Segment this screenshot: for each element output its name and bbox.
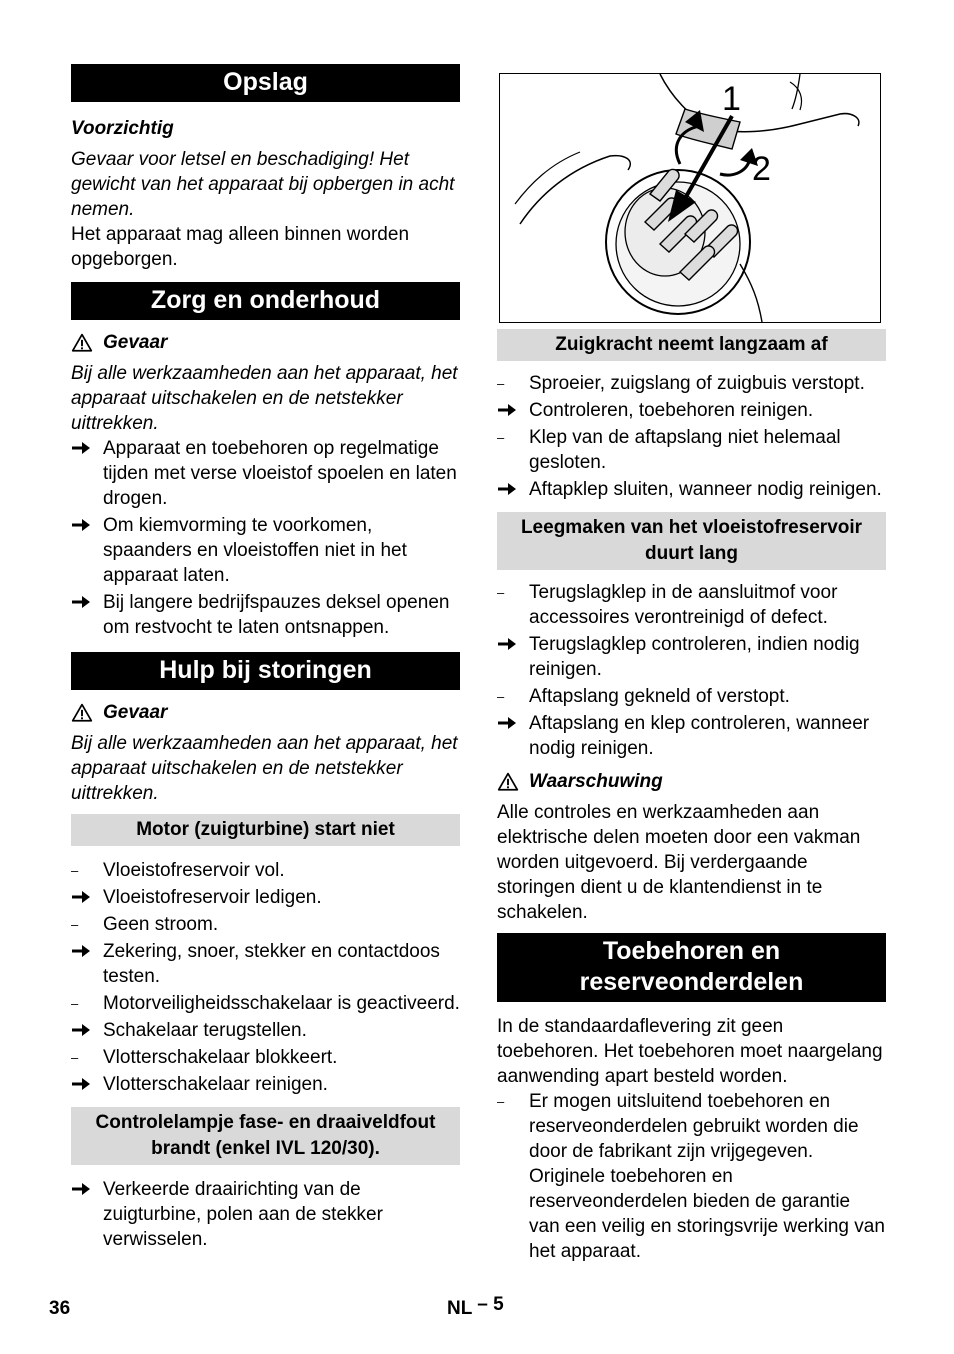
list-item: Vlotterschakelaar reinigen. <box>71 1072 460 1097</box>
list-item: Aftapslang en klep controleren, wanneer nodig reinigen. <box>497 711 886 761</box>
list-item: – Aftapslang gekneld of verstopt. <box>497 686 790 707</box>
list-item: Verkeerde draairichting van de zuigturbine, polen aan de stekker verwisselen. <box>71 1177 460 1252</box>
list-item: Controleren, toebehoren reinigen. <box>497 398 886 423</box>
warning-heading <box>497 769 886 794</box>
danger-heading <box>71 330 460 355</box>
dash-marker: – <box>71 917 79 932</box>
zuig-list <box>497 371 886 502</box>
leeg-list <box>497 580 886 761</box>
dash-marker: – <box>71 1050 79 1065</box>
heading-opslag: Opslag <box>71 64 460 102</box>
subheading-motor-start-niet: Motor (zuigturbine) start niet <box>71 814 460 846</box>
figure-label-2: 2 <box>752 150 771 188</box>
arrow-icon <box>497 477 521 497</box>
danger-heading <box>71 700 460 725</box>
arrow-icon <box>71 1072 95 1092</box>
subheading-leegmaken: Leegmaken van het vloeistofreservoir duurt lang <box>497 512 886 570</box>
toebehoren-list <box>497 1089 886 1264</box>
page-number: 36 <box>49 1298 71 1319</box>
arrow-icon <box>71 1177 95 1197</box>
list-item: – Klep van de aftapslang niet helemaal gesloten. <box>497 427 841 473</box>
warning-text: Alle controles en werkzaamheden aan elektrische delen moeten door een vakman worden uitgevoerd. Bij verdergaande storingen dient u de klantendienst in te schakelen. <box>497 802 861 923</box>
list-item: Aftapklep sluiten, wanneer nodig reinigen. <box>497 477 886 502</box>
caution-label: Voorzichtig <box>71 118 174 139</box>
list-item: – Vloeistofreservoir vol. <box>71 860 285 881</box>
right-column <box>497 73 886 1266</box>
danger-label: Gevaar <box>103 702 168 723</box>
list-item: – Er mogen uitsluitend toebehoren en reserveonderdelen gebruikt worden die door de fabrikant zijn vrijgegeven. Originele toebehoren en reserveonderdelen bieden de garantie van een veilig en storingsvrije werking van het apparaat. <box>497 1091 885 1262</box>
arrow-icon <box>497 711 521 731</box>
list-item: Zekering, snoer, stekker en contactdoos testen. <box>71 939 460 989</box>
illustration-plug-removal <box>499 73 881 323</box>
list-item: Terugslagklep controleren, indien nodig reinigen. <box>497 632 886 682</box>
section-page: – 5 <box>477 1294 504 1315</box>
warning-triangle-icon <box>497 772 519 791</box>
arrow-icon <box>71 1018 95 1038</box>
arrow-icon <box>71 436 95 456</box>
arrow-icon <box>71 939 95 959</box>
heading-zorg-en-onderhoud: Zorg en onderhoud <box>71 282 460 320</box>
arrow-icon <box>71 513 95 533</box>
danger-text: Bij alle werkzaamheden aan het apparaat, het apparaat uitschakelen en de netstekker uittrekken. <box>71 363 458 434</box>
lamp-list <box>71 1177 460 1252</box>
plug-illustration <box>500 74 880 322</box>
subheading-controlelampje: Controlelampje fase- en draaiveldfout brandt (enkel IVL 120/30). <box>71 1107 460 1165</box>
list-item: – Sproeier, zuigslang of zuigbuis verstopt. <box>497 373 865 394</box>
list-item: – Terugslagklep in de aansluitmof voor accessoires verontreinigd of defect. <box>497 582 838 628</box>
list-item: Om kiemvorming te voorkomen, spaanders en vloeistoffen niet in het apparaat laten. <box>71 513 460 588</box>
dash-marker: – <box>497 376 505 391</box>
dash-marker: – <box>497 585 505 600</box>
list-item: Schakelaar terugstellen. <box>71 1018 460 1043</box>
subheading-zuigkracht: Zuigkracht neemt langzaam af <box>497 329 886 361</box>
dash-marker: – <box>71 863 79 878</box>
list-item: – Motorveiligheidsschakelaar is geactiveerd. <box>71 993 460 1014</box>
language-code: NL <box>447 1298 472 1319</box>
heading-hulp-bij-storingen: Hulp bij storingen <box>71 652 460 690</box>
dash-marker: – <box>497 430 505 445</box>
left-column <box>71 64 460 1254</box>
arrow-icon <box>497 632 521 652</box>
warning-triangle-icon <box>71 333 93 352</box>
dash-marker: – <box>497 689 505 704</box>
arrow-icon <box>497 398 521 418</box>
zorg-list <box>71 436 460 640</box>
dash-marker: – <box>71 996 79 1011</box>
figure-label-1: 1 <box>722 80 741 118</box>
motor-list <box>71 858 460 1097</box>
toebehoren-text: In de standaardaflevering zit geen toebehoren. Het toebehoren moet naargelang aanwending apart besteld worden. <box>497 1016 883 1087</box>
opslag-text: Het apparaat mag alleen binnen worden opgeborgen. <box>71 224 410 270</box>
caution-text: Gevaar voor letsel en beschadiging! Het gewicht van het apparaat bij opbergen in acht nemen. <box>71 149 455 220</box>
danger-text: Bij alle werkzaamheden aan het apparaat, het apparaat uitschakelen en de netstekker uittrekken. <box>71 733 458 804</box>
list-item: Bij langere bedrijfspauzes deksel openen om restvocht te laten ontsnappen. <box>71 590 460 640</box>
danger-label: Gevaar <box>103 332 168 353</box>
heading-toebehoren: Toebehoren en reserveonderdelen <box>497 933 886 1002</box>
list-item: Vloeistofreservoir ledigen. <box>71 885 460 910</box>
list-item: Apparaat en toebehoren op regelmatige tijden met verse vloeistof spoelen en laten drogen. <box>71 436 460 511</box>
dash-marker: – <box>497 1094 505 1109</box>
warning-triangle-icon <box>71 703 93 722</box>
footer-language <box>447 1294 504 1320</box>
list-item: – Vlotterschakelaar blokkeert. <box>71 1047 338 1068</box>
arrow-icon <box>71 885 95 905</box>
warning-label: Waarschuwing <box>529 771 663 792</box>
list-item: – Geen stroom. <box>71 914 219 935</box>
arrow-icon <box>71 590 95 610</box>
